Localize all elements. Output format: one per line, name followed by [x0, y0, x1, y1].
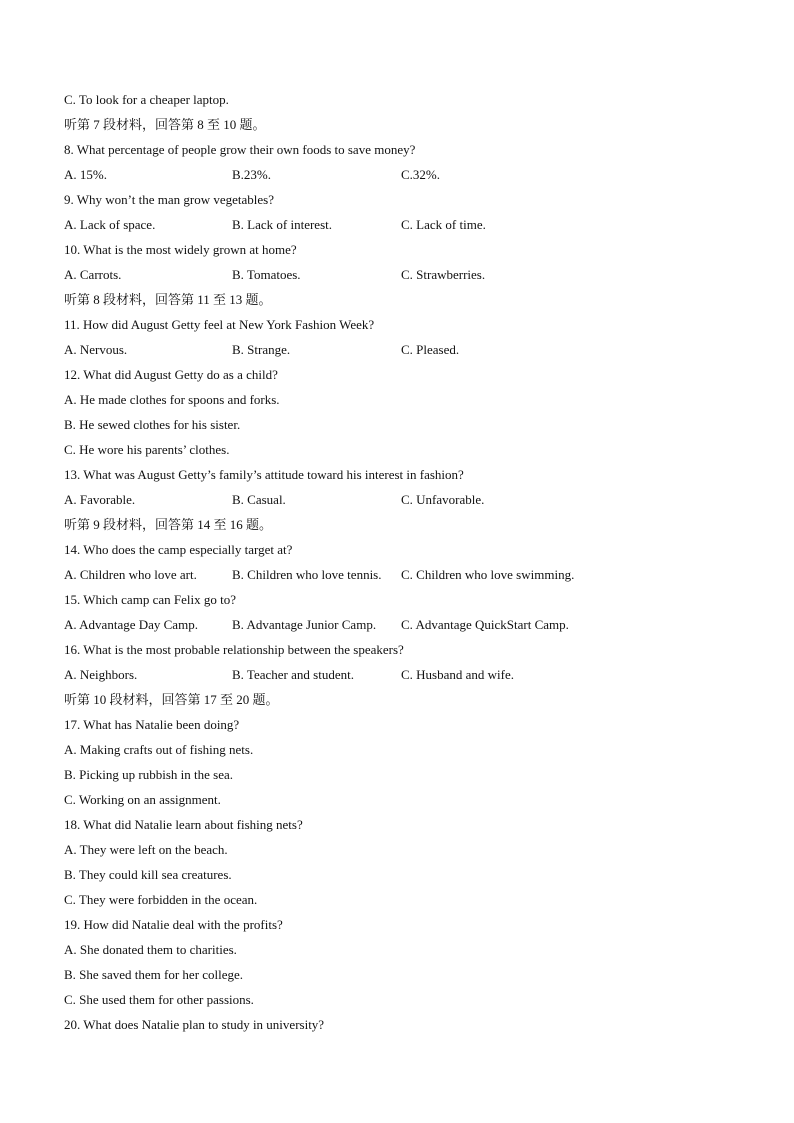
text-line: 13. What was August Getty’s family’s attitude toward his interest in fashion?: [64, 467, 464, 482]
answer-option: A. Carrots.: [64, 267, 122, 282]
section-instruction: 听第 9 段材料，回答第 14 至 16 题。: [64, 517, 273, 532]
answer-option: A. Neighbors.: [64, 667, 138, 682]
answer-option: A. 15%.: [64, 167, 107, 182]
document-page: [64, 87, 744, 1037]
text-line: C. They were forbidden in the ocean.: [64, 892, 258, 907]
text-line: 20. What does Natalie plan to study in university?: [64, 1017, 325, 1032]
answer-option: C. Pleased.: [401, 342, 460, 357]
text-line: B. They could kill sea creatures.: [64, 867, 232, 882]
answer-option: B. Advantage Junior Camp.: [232, 617, 377, 632]
answer-option: A. Lack of space.: [64, 217, 156, 232]
answer-option: C. Husband and wife.: [401, 667, 515, 682]
text-line: 18. What did Natalie learn about fishing nets?: [64, 817, 303, 832]
text-line: C. He wore his parents’ clothes.: [64, 442, 230, 457]
text-line: C. To look for a cheaper laptop.: [64, 92, 229, 107]
answer-options-row: [64, 662, 744, 687]
text-line: B. He sewed clothes for his sister.: [64, 417, 241, 432]
text-line: 17. What has Natalie been doing?: [64, 717, 240, 732]
text-line: 10. What is the most widely grown at home?: [64, 242, 297, 257]
text-line: A. Making crafts out of fishing nets.: [64, 742, 254, 757]
text-line: 9. Why won’t the man grow vegetables?: [64, 192, 274, 207]
text-line: 14. Who does the camp especially target at?: [64, 542, 293, 557]
section-instruction: 听第 8 段材料，回答第 11 至 13 题。: [64, 292, 272, 307]
answer-option: C. Strawberries.: [401, 267, 486, 282]
section-instruction: 听第 10 段材料，回答第 17 至 20 题。: [64, 692, 279, 707]
answer-options-row: [64, 612, 744, 637]
text-line: C. Working on an assignment.: [64, 792, 221, 807]
text-line: A. She donated them to charities.: [64, 942, 237, 957]
text-line: A. They were left on the beach.: [64, 842, 228, 857]
answer-option: B. Strange.: [232, 342, 291, 357]
answer-option: B. Tomatoes.: [232, 267, 301, 282]
answer-option: A. Favorable.: [64, 492, 136, 507]
text-line: A. He made clothes for spoons and forks.: [64, 392, 280, 407]
answer-option: A. Nervous.: [64, 342, 128, 357]
answer-options-row: [64, 487, 744, 512]
text-line: 16. What is the most probable relationship between the speakers?: [64, 642, 404, 657]
text-line: 15. Which camp can Felix go to?: [64, 592, 236, 607]
answer-option: C.32%.: [401, 167, 440, 182]
answer-option: C. Advantage QuickStart Camp.: [401, 617, 569, 632]
answer-option: C. Unfavorable.: [401, 492, 485, 507]
section-instruction: 听第 7 段材料，回答第 8 至 10 题。: [64, 117, 266, 132]
answer-options-row: [64, 262, 744, 287]
text-line: 19. How did Natalie deal with the profits?: [64, 917, 283, 932]
answer-options-row: [64, 337, 744, 362]
answer-options-row: [64, 562, 744, 587]
answer-option: B. Teacher and student.: [232, 667, 354, 682]
text-line: 8. What percentage of people grow their own foods to save money?: [64, 142, 416, 157]
answer-option: A. Children who love art.: [64, 567, 197, 582]
answer-option: C. Children who love swimming.: [401, 567, 575, 582]
answer-option: C. Lack of time.: [401, 217, 486, 232]
answer-option: A. Advantage Day Camp.: [64, 617, 198, 632]
text-line: B. Picking up rubbish in the sea.: [64, 767, 233, 782]
text-line: B. She saved them for her college.: [64, 967, 244, 982]
text-line: C. She used them for other passions.: [64, 992, 254, 1007]
answer-options-row: [64, 162, 744, 187]
answer-options-row: [64, 212, 744, 237]
text-line: 11. How did August Getty feel at New York Fashion Week?: [64, 317, 375, 332]
answer-option: B. Casual.: [232, 492, 286, 507]
answer-option: B. Children who love tennis.: [232, 567, 382, 582]
answer-option: B.23%.: [232, 167, 271, 182]
answer-option: B. Lack of interest.: [232, 217, 332, 232]
text-line: 12. What did August Getty do as a child?: [64, 367, 278, 382]
